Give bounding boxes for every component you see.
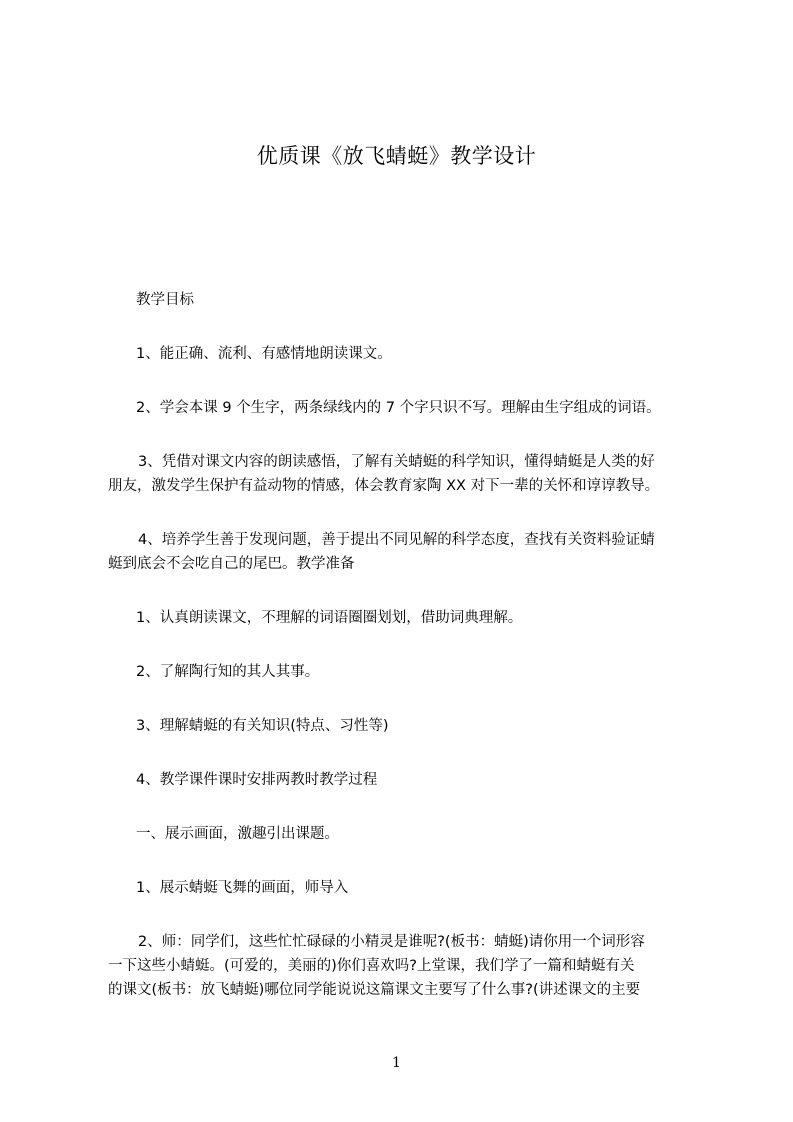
- text-line: 2、师：同学们，这些忙忙碌碌的小精灵是谁呢?(板书：蜻蜓)请你用一个词形容: [138, 934, 645, 950]
- text-line: 一、展示画面，激趣引出课题。: [136, 826, 339, 842]
- paragraph-teaching-goals-heading: [136, 288, 194, 312]
- paragraph-goal-4: [108, 528, 655, 576]
- page-number: 1: [392, 1055, 401, 1071]
- text-line: 1、展示蜻蜓飞舞的画面，师导入: [136, 880, 349, 896]
- paragraph-process-step-1: [136, 876, 348, 900]
- paragraph-process-step-2: [108, 930, 645, 1002]
- paragraph-goal-3: [108, 450, 659, 498]
- paragraph-process-section-1: [136, 822, 339, 846]
- text-line: 的课文(板书：放飞蜻蜓)哪位同学能说说这篇课文主要写了什么事?(讲述课文的主要: [108, 982, 641, 998]
- text-line: 3、理解蜻蜓的有关知识(特点、习性等): [136, 718, 389, 734]
- paragraph-goal-2: [136, 396, 661, 420]
- text-line: 1、认真朗读课文，不理解的词语圈圈划划，借助词典理解。: [136, 610, 523, 626]
- text-line: 1、能正确、流利、有感情地朗读课文。: [136, 346, 392, 362]
- text-line: 朋友，激发学生保护有益动物的情感，体会教育家陶 XX 对下一辈的关怀和谆谆教导。: [108, 478, 660, 494]
- text-line: 4、教学课件课时安排两教时教学过程: [136, 772, 378, 788]
- text-line: 2、学会本课 9 个生字，两条绿线内的 7 个字只识不写。理解由生字组成的词语。: [136, 400, 661, 416]
- text-line: 4、培养学生善于发现问题，善于提出不同见解的科学态度，查找有关资料验证蜻: [138, 532, 655, 548]
- text-line: 一下这些小蜻蜓。(可爱的，美丽的)你们喜欢吗?上堂课，我们学了一篇和蜻蜓有关: [108, 958, 635, 974]
- paragraph-prep-2: [136, 660, 319, 684]
- text-line: 2、了解陶行知的其人其事。: [136, 664, 320, 680]
- paragraph-prep-3: [136, 714, 389, 738]
- paragraph-prep-4: [136, 768, 377, 792]
- document-title: 优质课《放飞蜻蜓》教学设计: [256, 144, 537, 168]
- paragraph-goal-1: [136, 342, 392, 366]
- paragraph-prep-1: [136, 606, 522, 630]
- text-line: 教学目标: [136, 292, 194, 308]
- text-line: 3、凭借对课文内容的朗读感悟，了解有关蜻蜓的科学知识，懂得蜻蜓是人类的好: [138, 454, 655, 470]
- text-line: 蜓到底会不会吃自己的尾巴。教学准备: [108, 556, 355, 572]
